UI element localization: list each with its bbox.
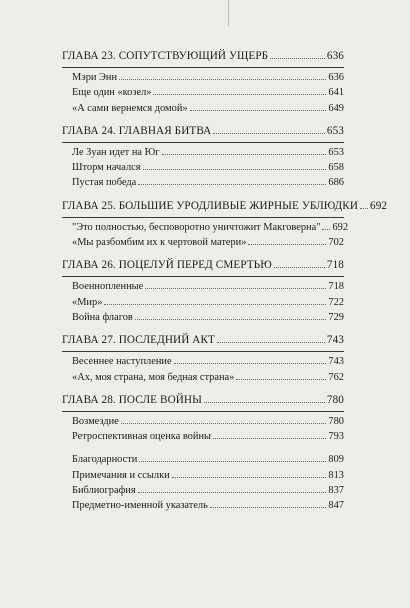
toc-entry (62, 354, 344, 369)
entry-title: Примечания и ссылки (72, 469, 170, 481)
chapter-underline (62, 217, 344, 218)
toc-back-matter (62, 452, 344, 513)
entry-title: Шторм начался (72, 162, 141, 174)
entry-title: Предметно-именной указатель (72, 500, 208, 512)
entry-title: Ретроспективная оценка войны (72, 431, 211, 443)
chapter-heading (62, 392, 344, 408)
page-number: 837 (328, 485, 344, 497)
page-number: 809 (328, 454, 344, 466)
dot-leader (138, 184, 326, 185)
toc-chapter-26 (62, 257, 344, 325)
dot-leader (139, 461, 326, 462)
page-number: 653 (328, 146, 344, 158)
entry-title: «Мы разбомбим их к чертовой матери» (72, 237, 247, 249)
chapter-heading (62, 198, 388, 214)
chapter-title: ГЛАВА 23. СОПУТСТВУЮЩИЙ УЩЕРБ (62, 50, 269, 62)
page-number: 692 (332, 221, 349, 233)
toc-entry (62, 145, 344, 160)
chapter-underline (62, 276, 344, 277)
page-number: 813 (328, 469, 344, 481)
toc-entry (62, 414, 344, 429)
dot-leader (138, 492, 327, 493)
dot-leader (174, 363, 327, 364)
page-number: 743 (328, 356, 344, 368)
dot-leader (210, 507, 327, 508)
toc-chapter-24 (62, 123, 344, 191)
table-of-contents (62, 48, 388, 514)
toc-entry (62, 310, 344, 325)
chapter-title: ГЛАВА 25. БОЛЬШИЕ УРОДЛИВЫЕ ЖИРНЫЕ УБЛЮДКИ (62, 199, 359, 212)
toc-entry (62, 279, 344, 294)
toc-entry (62, 295, 344, 310)
page-number: 636 (328, 72, 344, 83)
toc-entry (62, 160, 344, 175)
toc-chapter-27 (62, 332, 344, 385)
dot-leader (270, 58, 325, 59)
page-number: 636 (326, 50, 344, 62)
toc-entry (62, 220, 349, 235)
dot-leader (162, 154, 327, 155)
page-number: 702 (328, 237, 344, 249)
chapter-title: ГЛАВА 27. ПОСЛЕДНИЙ АКТ (62, 334, 215, 347)
entry-title: Библиография (72, 485, 136, 497)
page-number: 641 (328, 87, 344, 99)
page-number: 780 (326, 393, 344, 406)
chapter-heading (62, 332, 344, 348)
chapter-heading (62, 257, 344, 273)
dot-leader (360, 208, 368, 209)
dot-leader (190, 110, 327, 111)
chapter-title: ГЛАВА 28. ПОСЛЕ ВОЙНЫ (62, 393, 202, 406)
toc-entry (62, 370, 344, 385)
entry-title: «А сами вернемся домой» (72, 102, 188, 114)
page-number: 847 (328, 500, 344, 512)
page-number: 692 (370, 199, 388, 212)
toc-entry (62, 101, 344, 116)
page-number: 653 (326, 124, 344, 137)
toc-entry (62, 452, 344, 467)
entry-title: Еще один «козел» (72, 87, 152, 99)
chapter-underline (62, 142, 344, 143)
dot-leader (322, 229, 330, 230)
toc-entry (62, 468, 344, 483)
page-number: 793 (328, 431, 344, 443)
entry-title: Пустая победа (72, 177, 137, 189)
page-gutter-divider (228, 0, 229, 26)
page-number: 686 (328, 177, 344, 189)
dot-leader (143, 169, 327, 170)
entry-title: Война флагов (72, 311, 133, 323)
toc-chapter-23 (62, 48, 344, 116)
entry-title: «Мир» (72, 296, 103, 308)
entry-title: Военнопленные (72, 281, 144, 293)
dot-leader (217, 342, 325, 343)
entry-title: «Ах, моя страна, моя бедная страна» (72, 371, 235, 383)
chapter-underline (62, 411, 344, 412)
toc-entry (62, 429, 344, 444)
page-number: 718 (328, 281, 344, 293)
dot-leader (119, 79, 326, 80)
page-number: 780 (328, 415, 344, 427)
dot-leader (121, 423, 327, 424)
page-number: 658 (328, 162, 344, 174)
dot-leader (104, 304, 326, 305)
entry-title: Возмездие (72, 415, 119, 427)
dot-leader (145, 288, 326, 289)
page-number: 762 (328, 371, 344, 383)
toc-entry (62, 498, 344, 513)
page-number: 649 (328, 102, 344, 114)
dot-leader (204, 402, 325, 403)
dot-leader (213, 133, 325, 134)
toc-entry (62, 235, 344, 250)
dot-leader (248, 244, 326, 245)
chapter-title: ГЛАВА 26. ПОЦЕЛУЙ ПЕРЕД СМЕРТЬЮ (62, 259, 272, 272)
chapter-heading (62, 123, 344, 139)
toc-entry (62, 70, 344, 85)
entry-title: Ле Зуан идет на Юг (72, 146, 160, 158)
entry-title: Весеннее наступление (72, 356, 172, 368)
chapter-title: ГЛАВА 24. ГЛАВНАЯ БИТВА (62, 124, 212, 137)
dot-leader (236, 379, 326, 380)
chapter-underline (62, 351, 344, 352)
toc-entry (62, 175, 344, 190)
chapter-heading (62, 48, 344, 64)
toc-entry (62, 85, 344, 100)
entry-title: "Это полностью, бесповоротно уничтожит Макговерна" (72, 221, 321, 233)
page-number: 722 (328, 296, 344, 308)
entry-title: Благодарности (72, 454, 138, 466)
dot-leader (153, 94, 326, 95)
page-number: 743 (326, 334, 344, 347)
dot-leader (213, 438, 326, 439)
toc-entry (62, 483, 344, 498)
chapter-underline (62, 67, 344, 68)
toc-chapter-28 (62, 392, 344, 445)
toc-chapter-25 (62, 198, 388, 251)
dot-leader (172, 477, 327, 478)
page-number: 729 (328, 311, 344, 323)
dot-leader (274, 267, 325, 268)
dot-leader (135, 319, 327, 320)
page-number: 718 (326, 259, 344, 272)
entry-title: Мэри Энн (72, 72, 118, 83)
